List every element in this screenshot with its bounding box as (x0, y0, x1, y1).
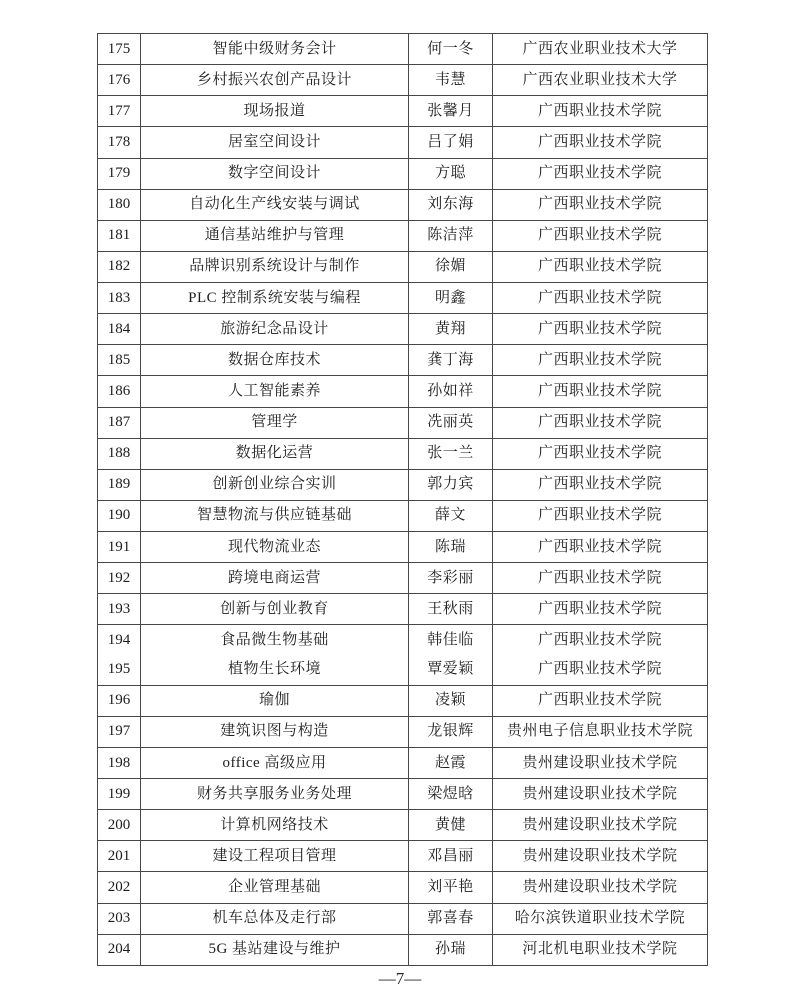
cell-course: PLC 控制系统安装与编程 (141, 283, 409, 314)
table-row (98, 655, 708, 685)
cell-no: 197 (98, 716, 141, 747)
cell-teacher: 郭喜春 (409, 903, 493, 934)
cell-no: 198 (98, 747, 141, 778)
cell-teacher: 黄健 (409, 810, 493, 841)
cell-no: 181 (98, 220, 141, 251)
cell-teacher: 梁煜晗 (409, 779, 493, 810)
cell-course: 智慧物流与供应链基础 (141, 500, 409, 531)
cell-course: 创新与创业教育 (141, 594, 409, 625)
cell-no: 178 (98, 127, 141, 158)
table-row (98, 34, 708, 65)
cell-school: 广西职业技术学院 (493, 189, 708, 220)
table-row (98, 189, 708, 220)
cell-no: 183 (98, 283, 141, 314)
cell-no: 195 (98, 655, 141, 685)
cell-school: 广西职业技术学院 (493, 469, 708, 500)
cell-teacher: 韩佳临 (409, 625, 493, 655)
cell-teacher: 韦慧 (409, 65, 493, 96)
cell-no: 204 (98, 934, 141, 965)
cell-school: 贵州建设职业技术学院 (493, 810, 708, 841)
table-row (98, 625, 708, 655)
table-row (98, 158, 708, 189)
cell-no: 189 (98, 469, 141, 500)
cell-school: 广西职业技术学院 (493, 655, 708, 685)
cell-school: 贵州建设职业技术学院 (493, 747, 708, 778)
table-row (98, 934, 708, 965)
cell-course: 人工智能素养 (141, 376, 409, 407)
cell-teacher: 赵霞 (409, 747, 493, 778)
cell-course: 财务共享服务业务处理 (141, 779, 409, 810)
cell-school: 广西职业技术学院 (493, 283, 708, 314)
cell-course: 智能中级财务会计 (141, 34, 409, 65)
table-row (98, 127, 708, 158)
table-row (98, 96, 708, 127)
table-row (98, 407, 708, 438)
cell-school: 广西农业职业技术大学 (493, 65, 708, 96)
cell-no: 200 (98, 810, 141, 841)
table-row (98, 810, 708, 841)
cell-course: 5G 基站建设与维护 (141, 934, 409, 965)
table-row (98, 532, 708, 563)
cell-school: 广西职业技术学院 (493, 594, 708, 625)
cell-school: 贵州建设职业技术学院 (493, 779, 708, 810)
cell-teacher: 薛文 (409, 500, 493, 531)
cell-course: 居室空间设计 (141, 127, 409, 158)
table-row (98, 716, 708, 747)
table-row (98, 220, 708, 251)
cell-no: 191 (98, 532, 141, 563)
cell-school: 广西职业技术学院 (493, 220, 708, 251)
cell-course: 跨境电商运营 (141, 563, 409, 594)
cell-teacher: 何一冬 (409, 34, 493, 65)
table-row (98, 685, 708, 716)
cell-teacher: 邓昌丽 (409, 841, 493, 872)
cell-course: 数据仓库技术 (141, 345, 409, 376)
cell-course: 计算机网络技术 (141, 810, 409, 841)
cell-course: 机车总体及走行部 (141, 903, 409, 934)
cell-course: 通信基站维护与管理 (141, 220, 409, 251)
cell-course: 植物生长环境 (141, 655, 409, 685)
cell-teacher: 龙银辉 (409, 716, 493, 747)
cell-teacher: 刘平艳 (409, 872, 493, 903)
cell-school: 广西职业技术学院 (493, 500, 708, 531)
cell-course: 企业管理基础 (141, 872, 409, 903)
table-row (98, 314, 708, 345)
cell-school: 广西职业技术学院 (493, 438, 708, 469)
cell-teacher: 覃爱颖 (409, 655, 493, 685)
cell-teacher: 黄翔 (409, 314, 493, 345)
cell-school: 广西农业职业技术大学 (493, 34, 708, 65)
cell-course: 旅游纪念品设计 (141, 314, 409, 345)
cell-no: 177 (98, 96, 141, 127)
cell-teacher: 李彩丽 (409, 563, 493, 594)
course-table-body (98, 34, 708, 966)
page-number: —7— (378, 969, 422, 988)
cell-school: 贵州电子信息职业技术学院 (493, 716, 708, 747)
cell-course: 数字空间设计 (141, 158, 409, 189)
cell-teacher: 凌颖 (409, 685, 493, 716)
cell-teacher: 陈洁萍 (409, 220, 493, 251)
table-row (98, 779, 708, 810)
cell-course: 创新创业综合实训 (141, 469, 409, 500)
cell-course: 现代物流业态 (141, 532, 409, 563)
cell-no: 201 (98, 841, 141, 872)
cell-school: 广西职业技术学院 (493, 376, 708, 407)
cell-school: 贵州建设职业技术学院 (493, 841, 708, 872)
table-row (98, 500, 708, 531)
cell-course: office 高级应用 (141, 747, 409, 778)
table-row (98, 283, 708, 314)
cell-school: 广西职业技术学院 (493, 563, 708, 594)
cell-teacher: 孙如祥 (409, 376, 493, 407)
cell-no: 185 (98, 345, 141, 376)
cell-school: 广西职业技术学院 (493, 251, 708, 282)
cell-course: 数据化运营 (141, 438, 409, 469)
cell-course: 品牌识别系统设计与制作 (141, 251, 409, 282)
cell-teacher: 张馨月 (409, 96, 493, 127)
cell-school: 广西职业技术学院 (493, 407, 708, 438)
table-row (98, 345, 708, 376)
cell-teacher: 吕了娟 (409, 127, 493, 158)
table-row (98, 903, 708, 934)
table-row (98, 438, 708, 469)
cell-teacher: 刘东海 (409, 189, 493, 220)
cell-no: 175 (98, 34, 141, 65)
cell-no: 199 (98, 779, 141, 810)
table-row (98, 251, 708, 282)
cell-no: 187 (98, 407, 141, 438)
cell-no: 203 (98, 903, 141, 934)
cell-no: 176 (98, 65, 141, 96)
cell-course: 现场报道 (141, 96, 409, 127)
cell-teacher: 方聪 (409, 158, 493, 189)
table-row (98, 594, 708, 625)
cell-no: 180 (98, 189, 141, 220)
cell-teacher: 龚丁海 (409, 345, 493, 376)
table-row (98, 841, 708, 872)
cell-no: 190 (98, 500, 141, 531)
cell-school: 广西职业技术学院 (493, 532, 708, 563)
cell-school: 河北机电职业技术学院 (493, 934, 708, 965)
cell-course: 瑜伽 (141, 685, 409, 716)
course-list-table (97, 33, 708, 966)
cell-school: 广西职业技术学院 (493, 345, 708, 376)
cell-course: 自动化生产线安装与调试 (141, 189, 409, 220)
cell-teacher: 陈瑞 (409, 532, 493, 563)
cell-no: 196 (98, 685, 141, 716)
cell-no: 186 (98, 376, 141, 407)
cell-no: 192 (98, 563, 141, 594)
cell-teacher: 冼丽英 (409, 407, 493, 438)
cell-no: 188 (98, 438, 141, 469)
cell-no: 179 (98, 158, 141, 189)
cell-teacher: 王秋雨 (409, 594, 493, 625)
cell-course: 建筑识图与构造 (141, 716, 409, 747)
table-row (98, 563, 708, 594)
cell-school: 哈尔滨铁道职业技术学院 (493, 903, 708, 934)
cell-school: 广西职业技术学院 (493, 96, 708, 127)
cell-teacher: 郭力宾 (409, 469, 493, 500)
cell-no: 184 (98, 314, 141, 345)
cell-no: 193 (98, 594, 141, 625)
cell-school: 广西职业技术学院 (493, 625, 708, 655)
cell-course: 食品微生物基础 (141, 625, 409, 655)
table-row (98, 65, 708, 96)
cell-course: 建设工程项目管理 (141, 841, 409, 872)
cell-teacher: 明鑫 (409, 283, 493, 314)
cell-course: 乡村振兴农创产品设计 (141, 65, 409, 96)
cell-no: 182 (98, 251, 141, 282)
cell-school: 广西职业技术学院 (493, 685, 708, 716)
table-row (98, 376, 708, 407)
cell-school: 广西职业技术学院 (493, 314, 708, 345)
cell-teacher: 徐媚 (409, 251, 493, 282)
cell-course: 管理学 (141, 407, 409, 438)
cell-school: 贵州建设职业技术学院 (493, 872, 708, 903)
cell-no: 194 (98, 625, 141, 655)
cell-no: 202 (98, 872, 141, 903)
cell-school: 广西职业技术学院 (493, 158, 708, 189)
cell-teacher: 张一兰 (409, 438, 493, 469)
table-row (98, 747, 708, 778)
cell-school: 广西职业技术学院 (493, 127, 708, 158)
cell-teacher: 孙瑞 (409, 934, 493, 965)
table-row (98, 469, 708, 500)
table-row (98, 872, 708, 903)
